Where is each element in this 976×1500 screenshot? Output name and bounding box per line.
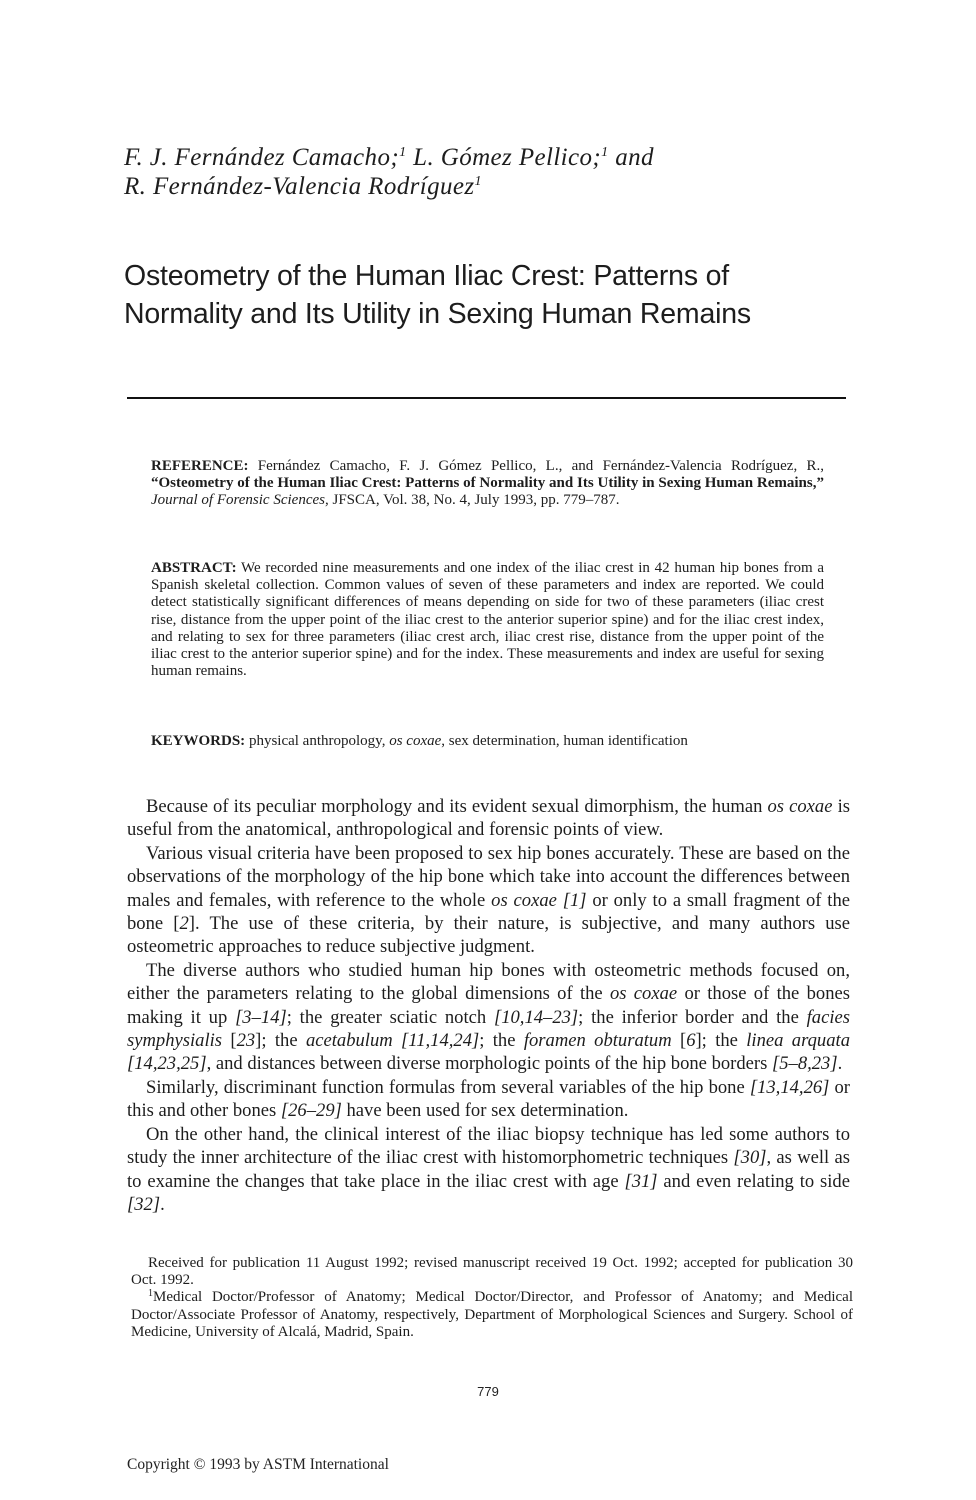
- copyright-notice: Copyright © 1993 by ASTM International: [127, 1456, 389, 1473]
- keywords-label: KEYWORDS:: [151, 733, 246, 749]
- citation-ref: [13,14,26]: [749, 1076, 830, 1098]
- text-run: On the other hand, the clinical interest of the iliac biopsy technique has led some authors to study the inner architecture of the iliac crest with histomorphometric techniques: [127, 1123, 850, 1169]
- citation-ref: 2: [179, 913, 189, 935]
- author-name: F. J. Fernández Camacho;: [124, 144, 400, 171]
- text-run: ; the inferior border and the: [578, 1006, 807, 1028]
- text-run: or only to a small fragment of the bone [: [127, 889, 850, 935]
- affiliation-note: [131, 1289, 853, 1341]
- author-line-1: [124, 143, 884, 172]
- title-divider: [127, 397, 846, 399]
- italic-run: foramen obturatum: [523, 1030, 672, 1052]
- page-number: 779: [477, 1384, 499, 1399]
- body-text: [127, 795, 850, 1216]
- citation-ref: [10,14–23]: [493, 1006, 579, 1028]
- citation-ref: [5–8,23]: [771, 1053, 838, 1075]
- body-paragraph-2: [127, 842, 850, 959]
- keywords-text: , sex determination, human identification: [441, 733, 688, 749]
- citation-ref: [26–29]: [280, 1100, 342, 1122]
- citation-ref: 6: [686, 1030, 696, 1052]
- italic-run: acetabulum [11,14,24]: [305, 1030, 480, 1052]
- author-name: L. Gómez Pellico;: [406, 144, 602, 171]
- reference-authors: Fernández Camacho, F. J. Gómez Pellico, L., and Fernández-Valencia Rodríguez, R.,: [248, 458, 824, 474]
- citation-ref: 23: [236, 1030, 256, 1052]
- author-conjunction: and: [608, 144, 654, 171]
- body-paragraph-4: [127, 1076, 850, 1123]
- reference-citation: , JFSCA, Vol. 38, No. 4, July 1993, pp. 779–787.: [324, 492, 620, 509]
- citation-ref: [32]: [127, 1193, 161, 1215]
- text-run: have been used for sex determination.: [341, 1100, 629, 1122]
- keywords-block: [151, 733, 824, 750]
- text-run: The diverse authors who studied human hip bones with osteometric methods focused on, either the parameters relating to the global dimensions of the: [127, 959, 850, 1005]
- italic-run: os coxae: [767, 796, 833, 817]
- italic-run: os coxae [1]: [491, 889, 587, 911]
- text-run: .: [837, 1053, 843, 1075]
- text-run: .: [160, 1193, 165, 1215]
- text-run: is useful from the anatomical, anthropological and forensic points of view.: [127, 796, 850, 841]
- italic-run: os coxae: [609, 983, 678, 1005]
- body-paragraph-3: [127, 959, 850, 1076]
- footnotes: [131, 1255, 853, 1341]
- abstract-block: [151, 560, 824, 680]
- reference-label: REFERENCE:: [151, 458, 249, 474]
- reference-block: [151, 458, 824, 510]
- title-line-1: Osteometry of the Human Iliac Crest: Patterns of: [124, 260, 729, 292]
- citation-ref: [31]: [624, 1170, 658, 1192]
- text-run: ; the: [479, 1030, 524, 1052]
- reference-article-title: “Osteometry of the Human Iliac Crest: Patterns of Normality and Its Utility in Sexing Human Remains,”: [151, 475, 824, 492]
- text-run: ]; the: [695, 1030, 747, 1052]
- reference-journal: Journal of Forensic Sciences: [151, 492, 325, 509]
- title-line-2: Normality and Its Utility in Sexing Human Remains: [124, 298, 751, 330]
- keywords-italic: os coxae: [389, 733, 442, 749]
- keywords-text: physical anthropology,: [245, 733, 390, 749]
- body-paragraph-5: [127, 1123, 850, 1217]
- text-run: ; the greater sciatic notch: [286, 1006, 494, 1028]
- affiliation-text: Medical Doctor/Professor of Anatomy; Medical Doctor/Director, and Professor of Anatomy; and Medical Doctor/Associate Professor of Anatomy, respectively, Department of Morphological Sciences and Surgery. School of Medicine, University of Alcalá, Madrid, Spain.: [131, 1289, 853, 1340]
- text-run: [: [671, 1030, 687, 1052]
- text-run: Because of its peculiar morphology and its evident sexual dimorphism, the human: [146, 796, 768, 817]
- text-run: , and distances between diverse morphologic points of the hip bone borders: [206, 1053, 772, 1075]
- text-run: ]. The use of these criteria, by their nature, is subjective, and many authors use osteometric approaches to reduce subjective judgment.: [127, 913, 850, 958]
- body-paragraph-1: [127, 795, 850, 842]
- author-line-2: [124, 172, 884, 201]
- text-run: or this and other bones: [127, 1076, 851, 1122]
- text-run: or those of the bones making it up: [127, 983, 850, 1028]
- text-run: Various visual criteria have been proposed to sex hip bones accurately. These are based on the observations of the morphology of the hip bone which take into account the differences between males and females, with reference to the whole: [127, 842, 850, 911]
- affiliation-marker: 1: [148, 1288, 153, 1300]
- abstract-text: We recorded nine measurements and one index of the iliac crest in 42 human hip bones from a Spanish skeletal collection. Common values of seven of these parameters and index are reported. We could detect statistically significant differences of means depending on side for two of these parameters (iliac crest rise, distance from the upper point of the iliac crest to the anterior superior spine) and for the iliac crest index, and relating to sex for three parameters (iliac crest arch, iliac crest rise, distance from the upper point of the iliac crest to the anterior superior spine) and for the index. These measurements and index are useful for sexing human remains.: [151, 560, 824, 680]
- text-run: Similarly, discriminant function formulas from several variables of the hip bone: [146, 1076, 750, 1098]
- affiliation-marker: 1: [474, 174, 482, 189]
- affiliation-marker: 1: [601, 145, 609, 160]
- abstract-label: ABSTRACT:: [151, 560, 237, 576]
- author-name: R. Fernández-Valencia Rodríguez: [124, 173, 475, 200]
- text-run: [: [222, 1030, 237, 1052]
- affiliation-marker: 1: [399, 145, 407, 160]
- italic-run: linea arquata [14,23,25]: [127, 1030, 850, 1075]
- text-run: , as well as to examine the changes that take place in the iliac crest with age: [127, 1147, 850, 1192]
- text-run: and even relating to side: [657, 1170, 850, 1192]
- citation-ref: [3–14]: [235, 1006, 287, 1028]
- author-list: [124, 143, 884, 201]
- paper-title: [124, 257, 884, 333]
- text-run: ]; the: [255, 1030, 306, 1052]
- italic-run: facies symphysialis: [127, 1006, 850, 1052]
- received-note: Received for publication 11 August 1992; revised manuscript received 19 Oct. 1992; accepted for publication 30 Oct. 1992.: [131, 1255, 853, 1289]
- citation-ref: [30]: [733, 1147, 767, 1169]
